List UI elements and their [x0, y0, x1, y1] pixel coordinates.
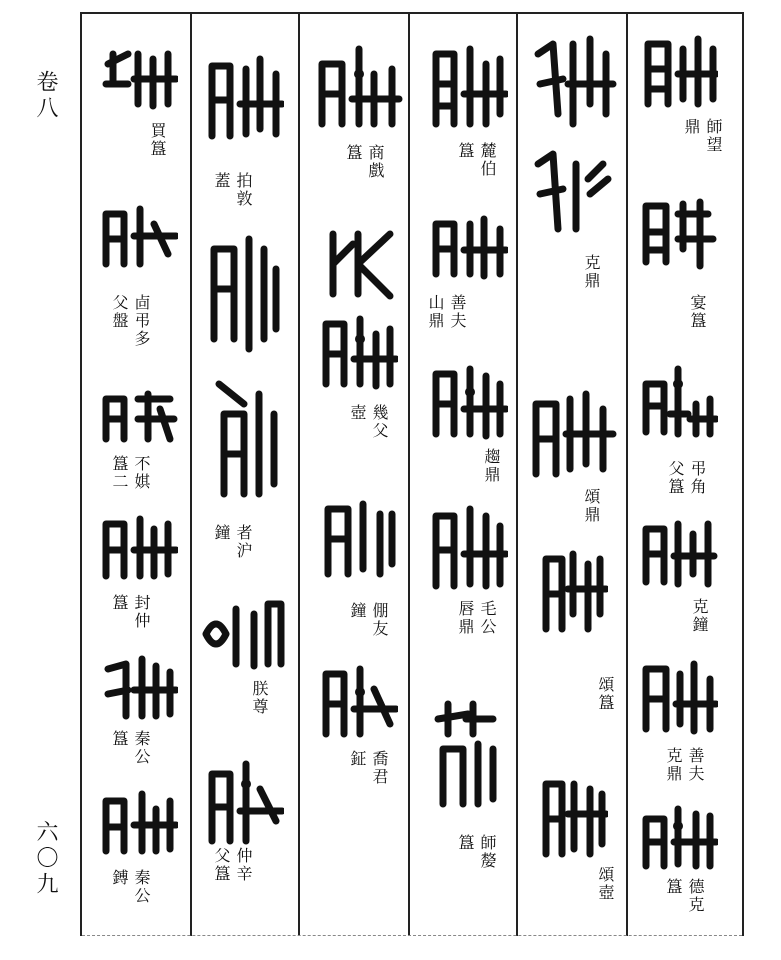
source-label: 朕尊 — [250, 680, 269, 716]
source-label: 鎛 — [110, 869, 129, 887]
glyph-image — [428, 214, 508, 284]
glyph-image — [196, 594, 286, 674]
source-label: 鐘 — [212, 524, 231, 542]
glyph-image — [428, 694, 508, 814]
glyph-image — [428, 44, 508, 134]
source-label: 商戲 — [366, 144, 385, 180]
glyph-image — [204, 374, 284, 504]
glyph-image — [638, 34, 718, 114]
source-label: 唇鼎 — [456, 600, 475, 636]
source-label: 父簋 — [666, 460, 685, 496]
glyph-image — [98, 514, 178, 584]
glyph-image — [318, 664, 398, 744]
source-label: 鼎 — [682, 118, 701, 136]
source-label: 倗友 — [370, 602, 389, 638]
source-label: 仲辛 — [234, 847, 253, 883]
glyph-table — [80, 12, 744, 936]
source-label: 克鼎 — [664, 747, 683, 783]
glyph-image — [638, 659, 718, 739]
source-label: 頌鼎 — [582, 488, 601, 524]
glyph-image — [538, 544, 608, 644]
glyph-image — [318, 224, 398, 304]
glyph-image — [98, 204, 178, 274]
source-label: 幾父 — [370, 404, 389, 440]
column-divider — [190, 14, 192, 936]
glyph-image — [538, 774, 608, 864]
source-label: 師嫠 — [478, 834, 497, 870]
source-label: 㔽弔多 — [132, 294, 151, 348]
source-label: 宴簋 — [688, 294, 707, 330]
source-label: 父簋 — [212, 847, 231, 883]
source-label: 頌壺 — [596, 866, 615, 902]
glyph-image — [204, 759, 284, 849]
source-label: 秦公 — [132, 730, 151, 766]
source-label: 弔角 — [688, 460, 707, 496]
column-divider — [516, 14, 518, 936]
source-label: 喬君 — [370, 750, 389, 786]
source-label: 德克 — [686, 878, 705, 914]
volume-label: 卷八 — [33, 70, 58, 122]
source-label: 簋 — [664, 878, 683, 896]
source-label: 不娸 — [132, 455, 151, 491]
glyph-image — [318, 314, 398, 394]
source-label: 者沪 — [234, 524, 253, 560]
source-label: 鐘 — [348, 602, 367, 620]
source-label: 簋 — [456, 834, 475, 852]
glyph-image — [528, 144, 618, 244]
column-divider — [408, 14, 410, 936]
source-label: 拍敦 — [234, 172, 253, 208]
glyph-image — [314, 44, 404, 134]
glyph-image — [528, 384, 618, 484]
source-label: 麓伯 — [478, 142, 497, 178]
glyph-image — [428, 364, 508, 444]
source-label: 買簋 — [148, 122, 167, 158]
glyph-image — [638, 514, 718, 594]
glyph-image — [638, 364, 718, 444]
glyph-image — [528, 34, 618, 134]
source-label: 頌簋 — [596, 676, 615, 712]
glyph-image — [98, 789, 178, 859]
source-label: 父盤 — [110, 294, 129, 330]
column-divider — [298, 14, 300, 936]
glyph-image — [318, 494, 398, 584]
source-label: 簋 — [110, 730, 129, 748]
source-label: 山鼎 — [426, 294, 445, 330]
source-label: 簋 — [344, 144, 363, 162]
source-label: 克鐘 — [690, 598, 709, 634]
source-label: 簋 — [110, 594, 129, 612]
source-label: 毛公 — [478, 600, 497, 636]
page-number: 六〇九 — [33, 820, 58, 898]
source-label: 蓋 — [212, 172, 231, 190]
source-label: 封仲 — [132, 594, 151, 630]
glyph-image — [98, 654, 178, 724]
source-label: 克鼎 — [582, 254, 601, 290]
column-divider — [626, 14, 628, 936]
glyph-image — [98, 389, 178, 449]
glyph-image — [204, 229, 284, 359]
source-label: 善夫 — [448, 294, 467, 330]
source-label: 善夫 — [686, 747, 705, 783]
source-label: 簋二 — [110, 455, 129, 491]
source-label: 秦公 — [132, 869, 151, 905]
source-label: 簋 — [456, 142, 475, 160]
glyph-image — [204, 54, 284, 144]
source-label: 師望 — [704, 118, 723, 154]
glyph-image — [638, 804, 718, 874]
source-label: 趨鼎 — [482, 448, 501, 484]
glyph-image — [638, 194, 718, 274]
source-label: 壺 — [348, 404, 367, 422]
glyph-image — [98, 44, 178, 114]
source-label: 鉦 — [348, 750, 367, 768]
glyph-image — [428, 504, 508, 594]
